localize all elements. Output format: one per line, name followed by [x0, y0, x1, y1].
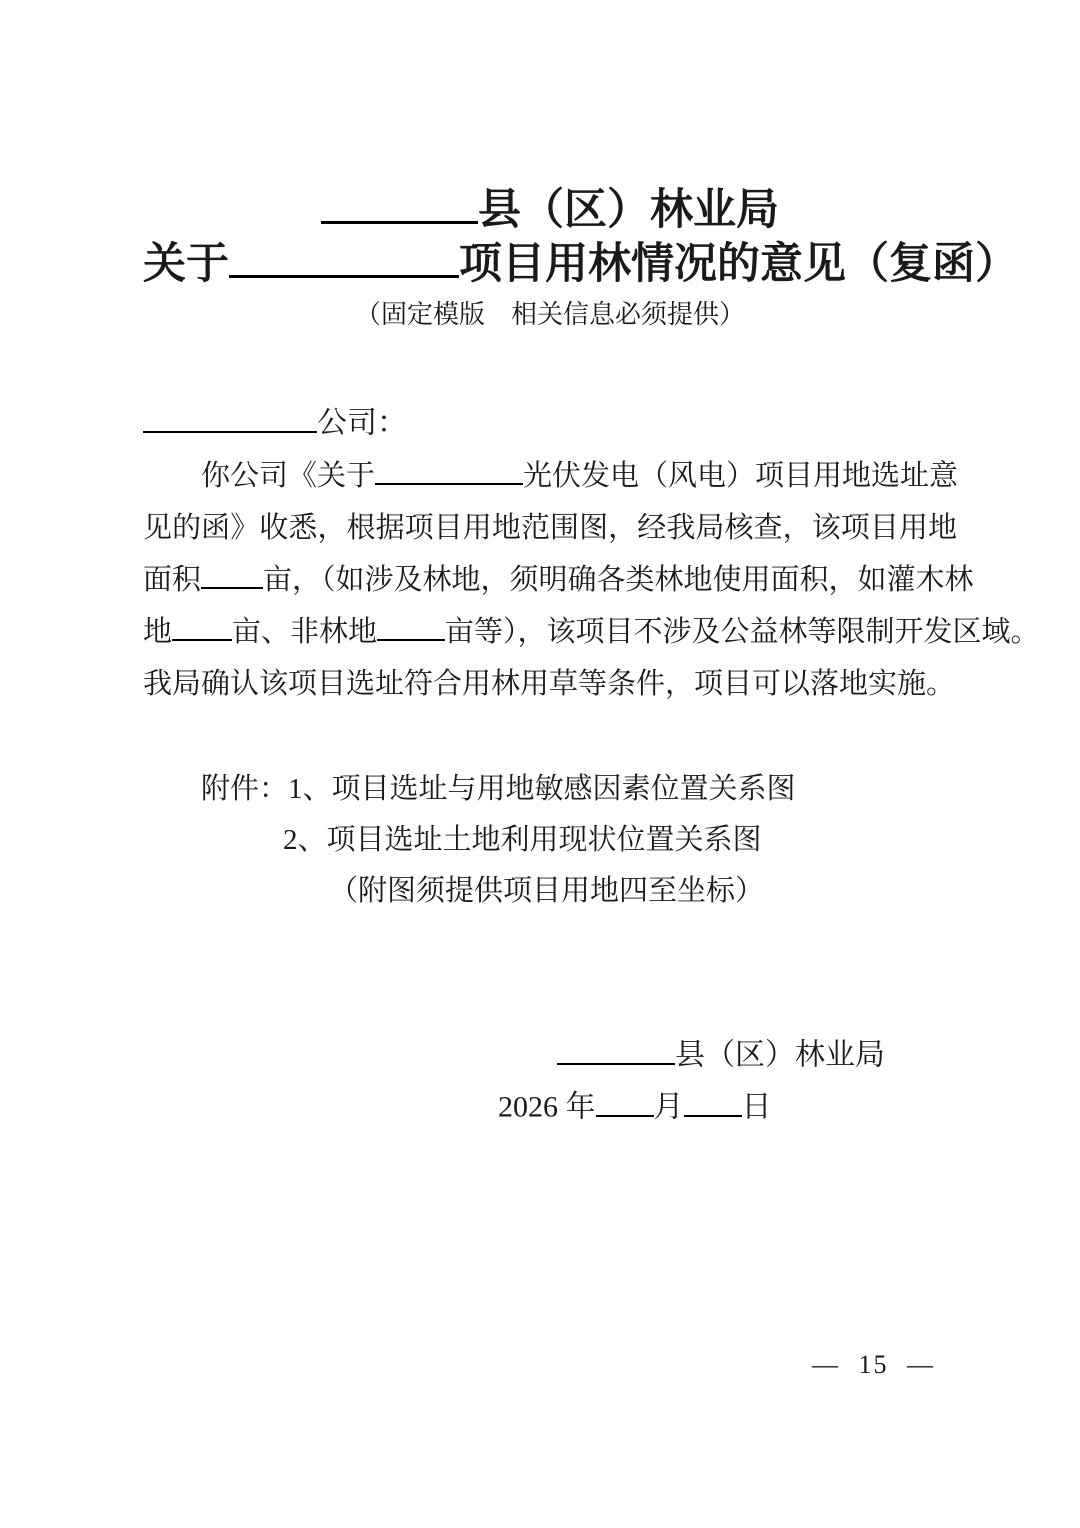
salutation-line	[143, 402, 957, 443]
attachment-item-1-text: 1、项目选址与用地敏感因素位置关系图	[288, 773, 796, 805]
body-line-2: 见的函》收悉，根据项目用地范围图，经我局核查，该项目用地	[143, 512, 957, 544]
blank-total-area	[201, 559, 263, 589]
signature-org-text: 县（区）林业局	[675, 1038, 885, 1072]
title-line-1	[143, 180, 957, 236]
title-line-2-suffix: 项目用林情况的意见（复函）	[459, 240, 1018, 288]
signature-month-label: 月	[653, 1090, 684, 1124]
signature-year: 2026 年	[498, 1090, 596, 1124]
body-line-3	[143, 554, 974, 606]
body-line-4-seg2: 亩、非林地	[232, 616, 378, 648]
blank-month	[596, 1086, 654, 1117]
signature-org-line	[557, 1034, 885, 1075]
blank-day	[684, 1086, 742, 1117]
blank-shrub-forest-area	[172, 611, 232, 641]
blank-project-name	[229, 234, 459, 278]
salutation-text: 公司：	[317, 406, 407, 440]
title-line-2	[143, 234, 1018, 290]
body-line-1-pre: 你公司《关于	[201, 460, 376, 492]
body-line-4-seg1: 地	[143, 616, 173, 648]
title-line-2-prefix: 关于	[143, 240, 229, 288]
blank-county-name	[321, 180, 478, 224]
blank-project-name-inline	[375, 455, 523, 485]
body-line-1-post: 光伏发电（风电）项目用地选址意	[523, 460, 959, 492]
attachments-note: （附图须提供项目用地四至坐标）	[329, 875, 765, 907]
title-line-1-text: 县（区）林业局	[478, 186, 779, 234]
signature-day-label: 日	[741, 1090, 772, 1124]
attachment-item-1	[201, 764, 957, 815]
attachments-label: 附件：	[201, 773, 289, 805]
blank-signing-county	[557, 1034, 675, 1065]
page-number: — 15 —	[812, 1350, 935, 1379]
attachments-block	[143, 764, 957, 917]
blank-non-forest-area	[377, 611, 445, 641]
blank-company-name	[143, 402, 317, 433]
body-line-4	[143, 606, 1040, 658]
body-line-5: 我局确认该项目选址符合用林用草等条件，项目可以落地实施。	[143, 668, 956, 700]
body-line-4-seg3: 亩等），该项目不涉及公益林等限制开发区域。	[445, 616, 1040, 648]
body-line-1	[143, 450, 957, 502]
body-line-3-post: 亩，（如涉及林地，须明确各类林地使用面积，如灌木林	[263, 564, 974, 596]
signature-date-line	[498, 1086, 772, 1127]
title-note: （固定模版 相关信息必须提供）	[354, 300, 745, 329]
body-paragraph	[143, 450, 1040, 710]
attachment-item-2: 2、项目选址土地利用现状位置关系图	[283, 824, 762, 856]
body-line-3-pre: 面积	[143, 564, 202, 596]
